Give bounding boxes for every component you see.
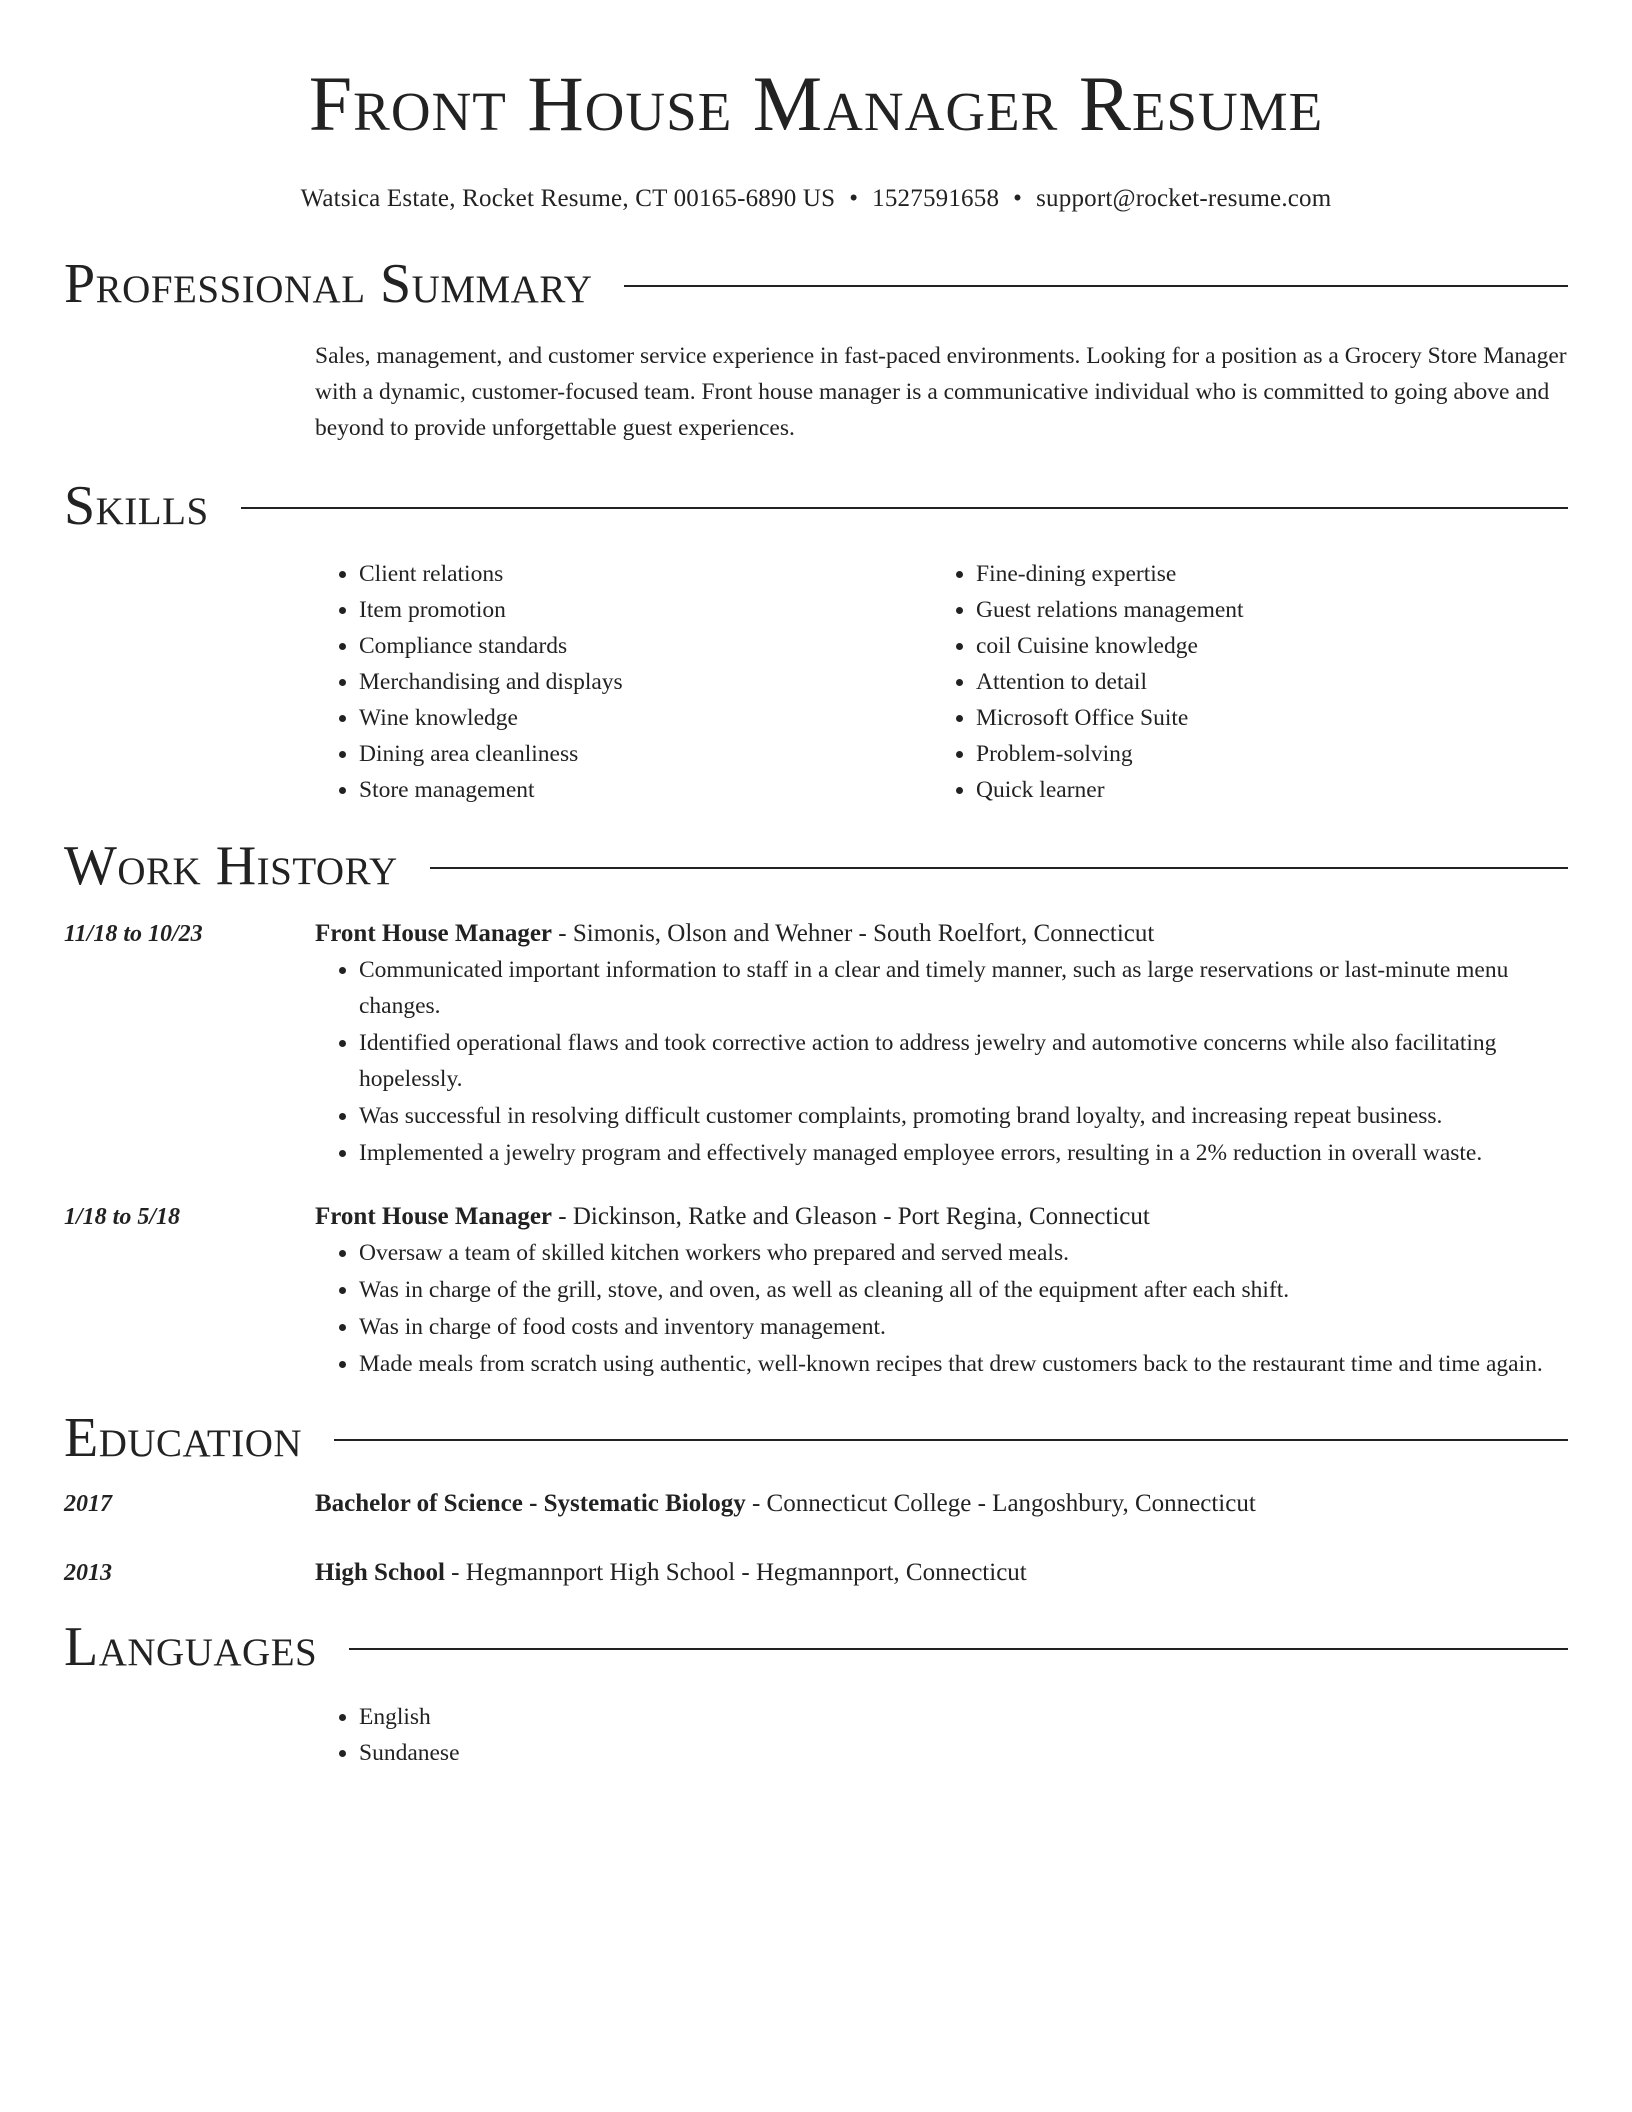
summary-section-header <box>64 254 1568 314</box>
education-year: 2013 <box>64 1560 112 1586</box>
summary-text: Sales, management, and customer service experience in fast-paced environments. Looking for a position as a Grocery Store Manager with a dynamic, customer-focused team. Front house manager is a communicative individual who is committed to going above and beyond to provide unforgettable guest experiences. <box>315 343 1567 441</box>
education-degree: High School <box>315 1559 445 1586</box>
job-content <box>315 1199 1568 1382</box>
skills-column-left <box>315 556 932 808</box>
languages-heading: Languages <box>64 1616 318 1678</box>
skill-item: • Guest relations management <box>976 592 1549 628</box>
skill-item: • Dining area cleanliness <box>359 736 932 772</box>
contact-separator: • <box>1013 185 1023 212</box>
summary-heading: Professional Summary <box>64 253 593 315</box>
job-bullet: • Oversaw a team of skilled kitchen workers who prepared and served meals. <box>359 1235 1568 1271</box>
job-title: Front House Manager <box>315 1203 553 1230</box>
skills-section-header <box>64 476 1568 536</box>
work-section-header <box>64 836 1568 896</box>
education-content <box>315 1555 1568 1591</box>
skill-item: • coil Cuisine knowledge <box>976 628 1549 664</box>
skill-item: • Merchandising and displays <box>359 664 932 700</box>
job-heading-line <box>315 1199 1568 1235</box>
education-school: - Connecticut College - Langoshbury, Connecticut <box>745 1490 1256 1517</box>
resume-title: Front House Manager Resume <box>308 60 1324 147</box>
job-bullet: • Communicated important information to staff in a clear and timely manner, such as large reservations or last-minute menu changes. <box>359 952 1568 1024</box>
job-bullets <box>315 952 1568 1171</box>
education-heading: Education <box>64 1407 303 1469</box>
job-bullet: • Was successful in resolving difficult customer complaints, promoting brand loyalty, and increasing repeat business. <box>359 1098 1568 1134</box>
skills-heading: Skills <box>64 475 209 537</box>
skill-item: • Compliance standards <box>359 628 932 664</box>
language-item: • English <box>359 1699 1568 1735</box>
skill-item: • Quick learner <box>976 772 1549 808</box>
education-content <box>315 1486 1568 1522</box>
section-divider <box>624 285 1568 287</box>
education-school: - Hegmannport High School - Hegmannport, Connecticut <box>444 1559 1027 1586</box>
section-divider <box>430 867 1568 869</box>
skill-item: • Wine knowledge <box>359 700 932 736</box>
job-dates: 11/18 to 10/23 <box>64 921 203 947</box>
job-employer: - Simonis, Olson and Wehner - South Roelfort, Connecticut <box>552 920 1155 947</box>
languages-list <box>315 1699 1568 1771</box>
job-bullet: • Implemented a jewelry program and effectively managed employee errors, resulting in a 2% reduction in overall waste. <box>359 1135 1568 1171</box>
job-bullet: • Was in charge of the grill, stove, and oven, as well as cleaning all of the equipment after each shift. <box>359 1272 1568 1308</box>
skill-item: • Fine-dining expertise <box>976 556 1549 592</box>
job-bullets <box>315 1235 1568 1382</box>
contact-address: Watsica Estate, Rocket Resume, CT 00165-6890 US <box>300 185 836 212</box>
education-year: 2017 <box>64 1491 112 1517</box>
language-item: • Sundanese <box>359 1735 1568 1771</box>
job-heading-line <box>315 916 1568 952</box>
job-entry <box>64 1199 1568 1382</box>
skill-item: • Store management <box>359 772 932 808</box>
job-bullet: • Made meals from scratch using authentic, well-known recipes that drew customers back to the restaurant time and time again. <box>359 1346 1568 1382</box>
job-bullet: • Identified operational flaws and took corrective action to address jewelry and automotive concerns while also facilitating hopelessly. <box>359 1025 1568 1097</box>
education-section-header <box>64 1408 1568 1468</box>
skills-column-right <box>932 556 1549 808</box>
job-title: Front House Manager <box>315 920 553 947</box>
work-heading: Work History <box>64 835 398 897</box>
contact-line <box>64 182 1568 216</box>
job-entry <box>64 916 1568 1171</box>
job-bullet: • Was in charge of food costs and inventory management. <box>359 1309 1568 1345</box>
contact-email: support@rocket-resume.com <box>1036 185 1332 212</box>
education-degree: Bachelor of Science - Systematic Biology <box>315 1490 746 1517</box>
section-divider <box>241 507 1568 509</box>
section-divider <box>349 1648 1568 1650</box>
skill-item: • Attention to detail <box>976 664 1549 700</box>
education-entry <box>64 1555 1568 1591</box>
skill-item: • Item promotion <box>359 592 932 628</box>
section-divider <box>334 1439 1568 1441</box>
contact-separator: • <box>849 185 859 212</box>
job-dates: 1/18 to 5/18 <box>64 1204 181 1230</box>
skill-item: • Microsoft Office Suite <box>976 700 1549 736</box>
skill-item: • Problem-solving <box>976 736 1549 772</box>
languages-section-header <box>64 1617 1568 1677</box>
education-entry <box>64 1486 1568 1522</box>
skill-item: • Client relations <box>359 556 932 592</box>
job-content <box>315 916 1568 1171</box>
skills-list <box>315 556 1568 808</box>
contact-phone: 1527591658 <box>872 185 1000 212</box>
job-employer: - Dickinson, Ratke and Gleason - Port Regina, Connecticut <box>552 1203 1150 1230</box>
